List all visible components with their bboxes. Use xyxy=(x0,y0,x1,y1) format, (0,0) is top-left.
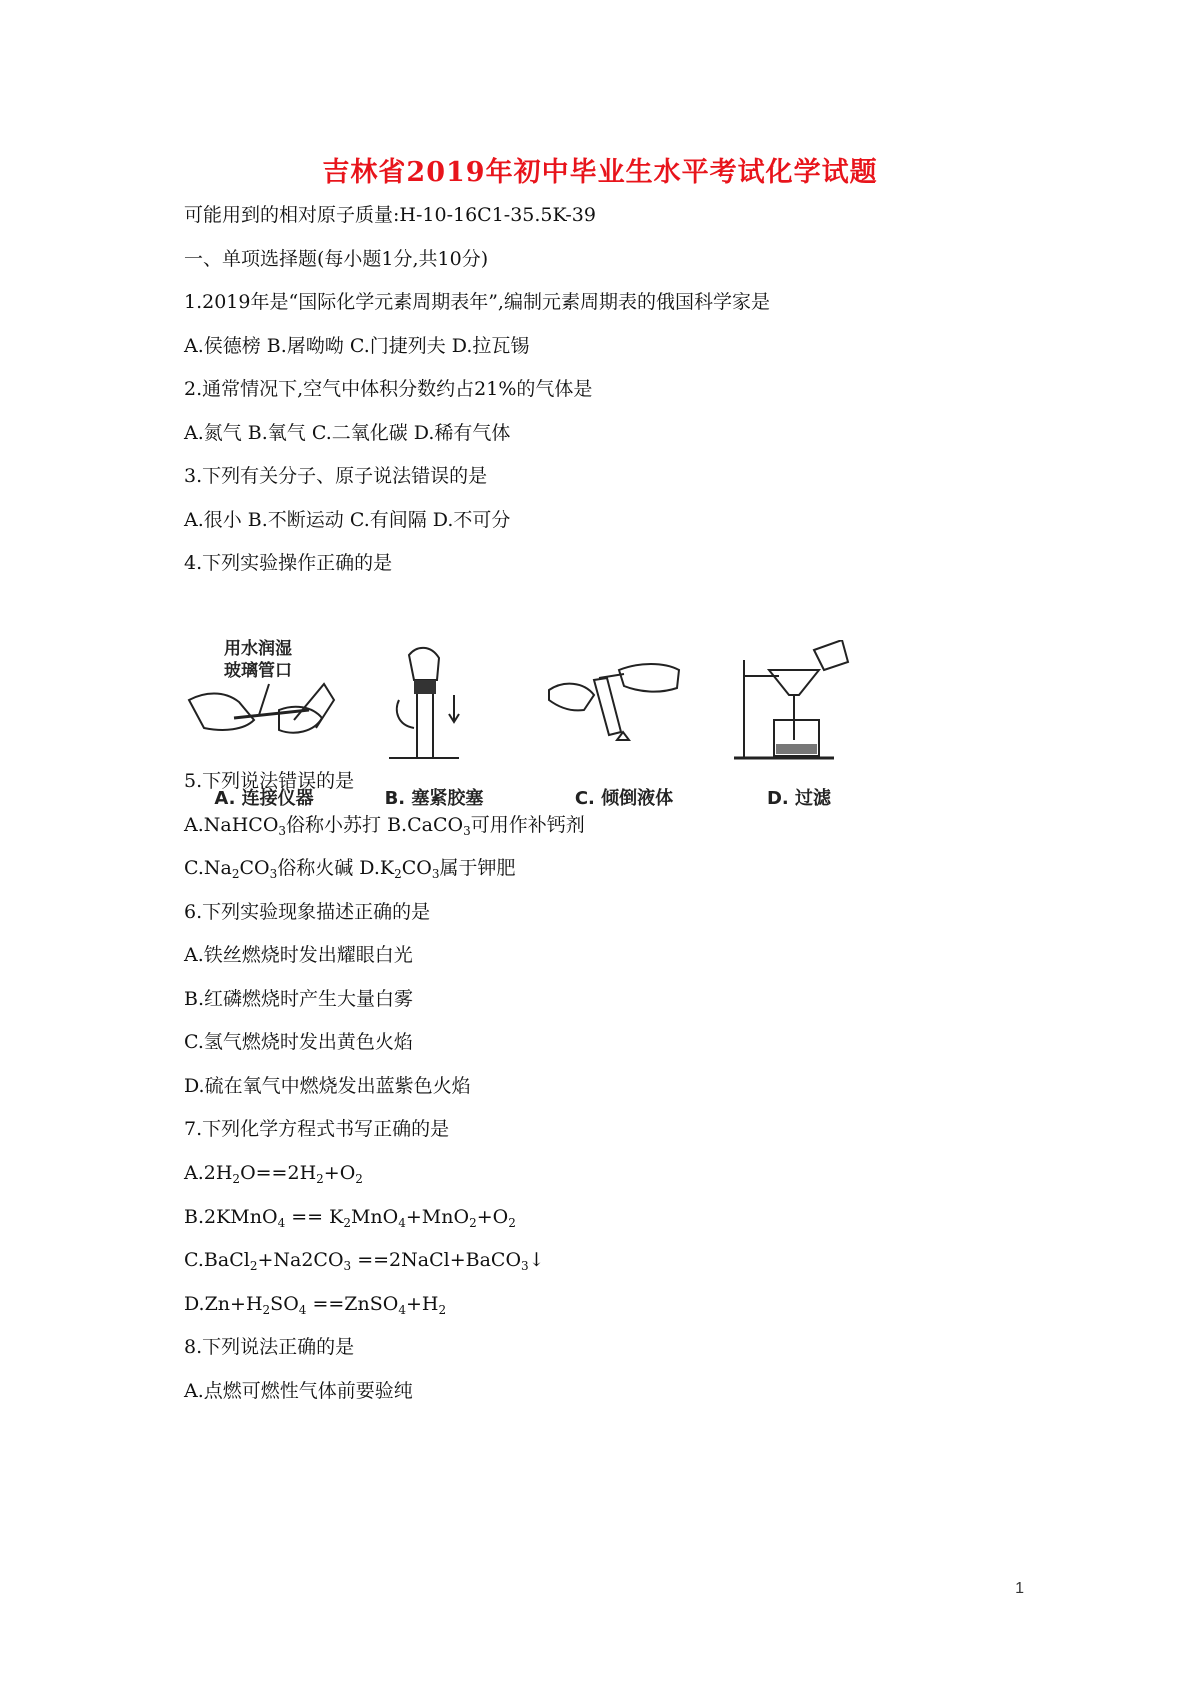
question-1-options: A.侯德榜 B.屠呦呦 C.门捷列夫 D.拉瓦锡 xyxy=(184,335,530,357)
question-6-option-a: A.铁丝燃烧时发出耀眼白光 xyxy=(184,944,413,966)
question-8-stem: 8.下列说法正确的是 xyxy=(184,1336,355,1358)
question-7-option-d: $D.Zn+H_2SO_4$ $==ZnSO_4+H_2$ xyxy=(184,1293,447,1317)
pour-liquid-illustration xyxy=(539,640,709,770)
question-8-option-a: A.点燃可燃性气体前要验纯 xyxy=(184,1380,413,1402)
exam-title: 吉林省2019年初中毕业生水平考试化学试题 xyxy=(322,157,878,188)
page-number: 1 xyxy=(1015,1580,1024,1597)
question-3-stem: 3.下列有关分子、原子说法错误的是 xyxy=(184,465,488,487)
figure-c-caption: C. 倾倒液体 xyxy=(574,788,674,809)
figure-b xyxy=(359,640,509,810)
question-6-stem: 6.下列实验现象描述正确的是 xyxy=(184,901,431,923)
question-5-options-cd: $C.Na_2CO_3$俗称火碱 $D.K_2CO_3$属于钾肥 xyxy=(184,857,516,881)
question-6-option-c: C.氢气燃烧时发出黄色火焰 xyxy=(184,1031,413,1053)
figure-a-caption: A. 连接仪器 xyxy=(214,788,314,809)
section-heading: 一、单项选择题(每小题1分,共10分) xyxy=(184,248,489,270)
figure-c xyxy=(539,640,709,810)
figure-b-caption: B. 塞紧胶塞 xyxy=(384,788,484,809)
figure-d-caption: D. 过滤 xyxy=(766,788,832,809)
question-6-option-b: B.红磷燃烧时产生大量白雾 xyxy=(184,988,414,1010)
question-3-options: A.很小 B.不断运动 C.有间隔 D.不可分 xyxy=(184,509,511,531)
insert-stopper-illustration xyxy=(359,640,509,770)
connect-instrument-illustration xyxy=(184,640,364,770)
atomic-mass-note: 可能用到的相对原子质量:H-10-16C1-35.5K-39 xyxy=(184,204,596,226)
filtration-illustration xyxy=(724,640,874,770)
question-4-stem: 4.下列实验操作正确的是 xyxy=(184,552,393,574)
question-2-options: A.氮气 B.氧气 C.二氧化碳 D.稀有气体 xyxy=(184,422,511,444)
question-5-options-ab: A.NaHCO$_3$俗称小苏打 B.CaCO$_3$可用作补钙剂 xyxy=(184,814,585,838)
figure-d xyxy=(724,640,874,810)
figure-a-label-2: 玻璃管口 xyxy=(224,661,292,681)
question-7-option-a: $A.2H_2O==2H_2+O_2$ xyxy=(184,1162,363,1186)
question-7-option-b: B.2KMnO$_4$ == $K_2MnO_4+MnO_2+O_2$ xyxy=(184,1206,516,1230)
question-2-stem: 2.通常情况下,空气中体积分数约占21%的气体是 xyxy=(184,378,593,400)
question-7-stem: 7.下列化学方程式书写正确的是 xyxy=(184,1118,450,1140)
question-7-option-c: $C.BaCl_2+Na2CO_3$ ==2NaCl+BaCO$_3$↓ xyxy=(184,1249,545,1273)
question-1-stem: 1.2019年是“国际化学元素周期表年”,编制元素周期表的俄国科学家是 xyxy=(184,291,770,313)
question-6-option-d: D.硫在氧气中燃烧发出蓝紫色火焰 xyxy=(184,1075,471,1097)
figure-a-label-1: 用水润湿 xyxy=(224,639,292,659)
question-5-stem: 5.下列说法错误的是 xyxy=(184,770,355,792)
